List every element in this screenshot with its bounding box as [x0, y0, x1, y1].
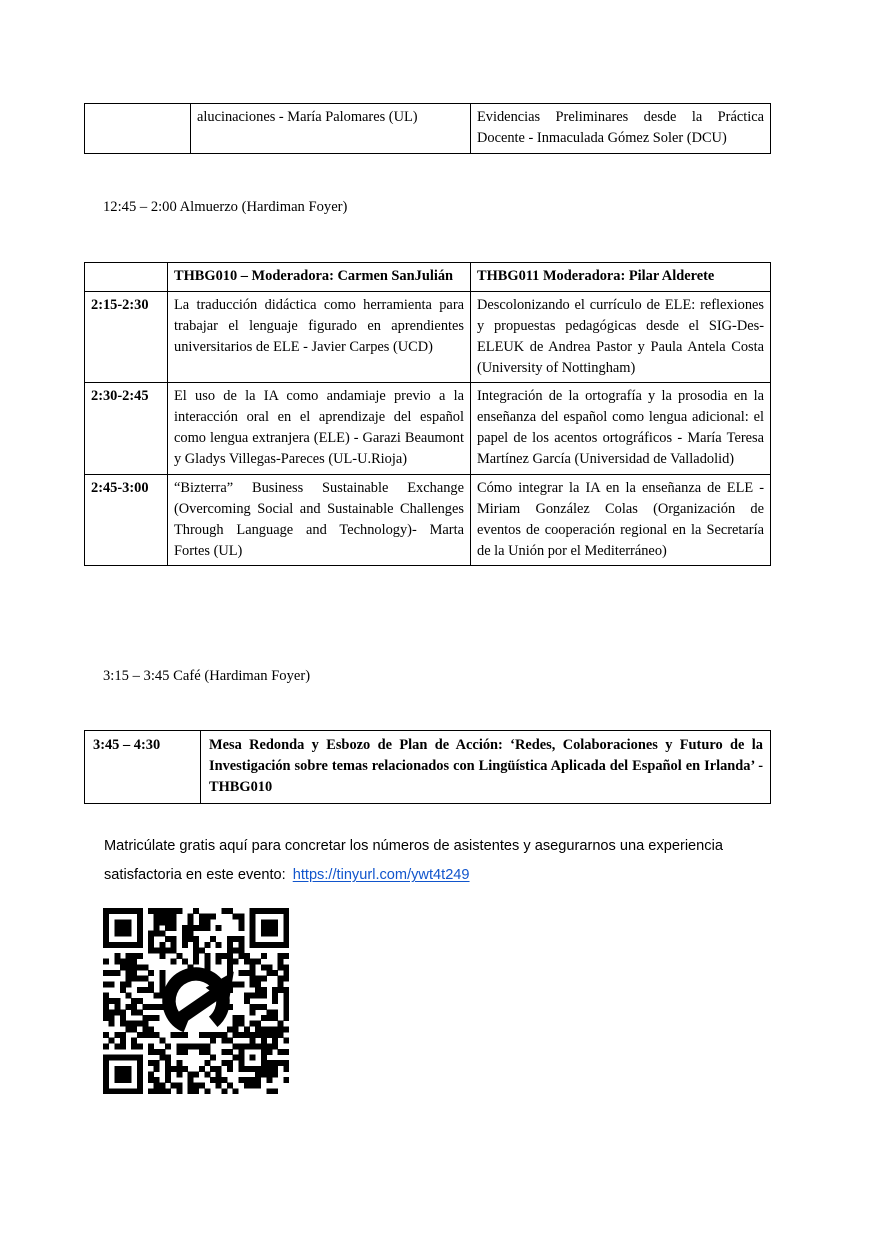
session-cell-room-b: Integración de la ortografía y la prosodia en la enseñanza del español como lengua adicional: el papel de los acentos ortográficos - María Teresa Martínez García (Universidad de Valladolid): [471, 383, 771, 475]
table-row: [85, 383, 771, 475]
session-cell-room-a: “Bizterra” Business Sustainable Exchange (Overcoming Social and Sustainable Challenges Through Language and Technology)- Marta Fortes (UL): [168, 474, 471, 566]
session-cell-room-a: alucinaciones - María Palomares (UL): [191, 104, 471, 154]
registration-paragraph: [104, 832, 772, 890]
time-cell: 2:45-3:00: [85, 474, 168, 566]
time-cell: 2:15-2:30: [85, 291, 168, 383]
room-a-header: THBG010 – Moderadora: Carmen SanJulián: [168, 263, 471, 292]
registration-link[interactable]: https://tinyurl.com/ywt4t249: [292, 867, 470, 884]
round-table-table: [84, 730, 771, 804]
session-cell-room-b: Evidencias Preliminares desde la Práctica Docente - Inmaculada Gómez Soler (DCU): [471, 104, 771, 154]
time-cell: [85, 104, 191, 154]
continued-session-table: [84, 103, 771, 154]
session-cell-room-a: La traducción didáctica como herramienta para trabajar el lenguaje figurado en aprendientes universitarios de ELE - Javier Carpes (UCD): [168, 291, 471, 383]
session-cell-room-b: Descolonizando el currículo de ELE: reflexiones y propuestas pedagógicas desde el SIG-Des-ELEUK de Andrea Pastor y Paula Antela Costa (University of Nottingham): [471, 291, 771, 383]
qr-code-registration[interactable]: [103, 908, 289, 1094]
afternoon-sessions-table: [84, 262, 771, 566]
time-cell: 2:30-2:45: [85, 383, 168, 475]
room-b-header: THBG011 Moderadora: Pilar Alderete: [471, 263, 771, 292]
round-table-description: Mesa Redonda y Esbozo de Plan de Acción: ‘Redes, Colaboraciones y Futuro de la Investigación sobre temas relacionados con Lingüística Aplicada del Español en Irlanda’ - THBG010: [201, 731, 771, 804]
qr-code-canvas: [103, 908, 289, 1094]
table-row: [85, 474, 771, 566]
time-header-cell: [85, 263, 168, 292]
coffee-break-line: 3:15 – 3:45 Café (Hardiman Foyer): [103, 668, 311, 684]
lunch-break-line: 12:45 – 2:00 Almuerzo (Hardiman Foyer): [103, 199, 348, 215]
session-cell-room-b: Cómo integrar la IA en la enseñanza de ELE - Miriam González Colas (Organización de eventos de cooperación regional en la Secretaría de la Unión por el Mediterráneo): [471, 474, 771, 566]
time-cell: 3:45 – 4:30: [85, 731, 201, 804]
session-cell-room-a: El uso de la IA como andamiaje previo a la interacción oral en el aprendizaje del español como lengua extranjera (ELE) - Garazi Beaumont y Gladys Villegas-Pareces (UL-U.Rioja): [168, 383, 471, 475]
table-header-row: [85, 263, 771, 292]
table-row: [85, 291, 771, 383]
registration-text: Matricúlate gratis aquí para concretar los números de asistentes y asegurarnos una experiencia satisfactoria en este evento:: [104, 838, 723, 884]
table-row: [85, 104, 771, 154]
table-row: [85, 731, 771, 804]
